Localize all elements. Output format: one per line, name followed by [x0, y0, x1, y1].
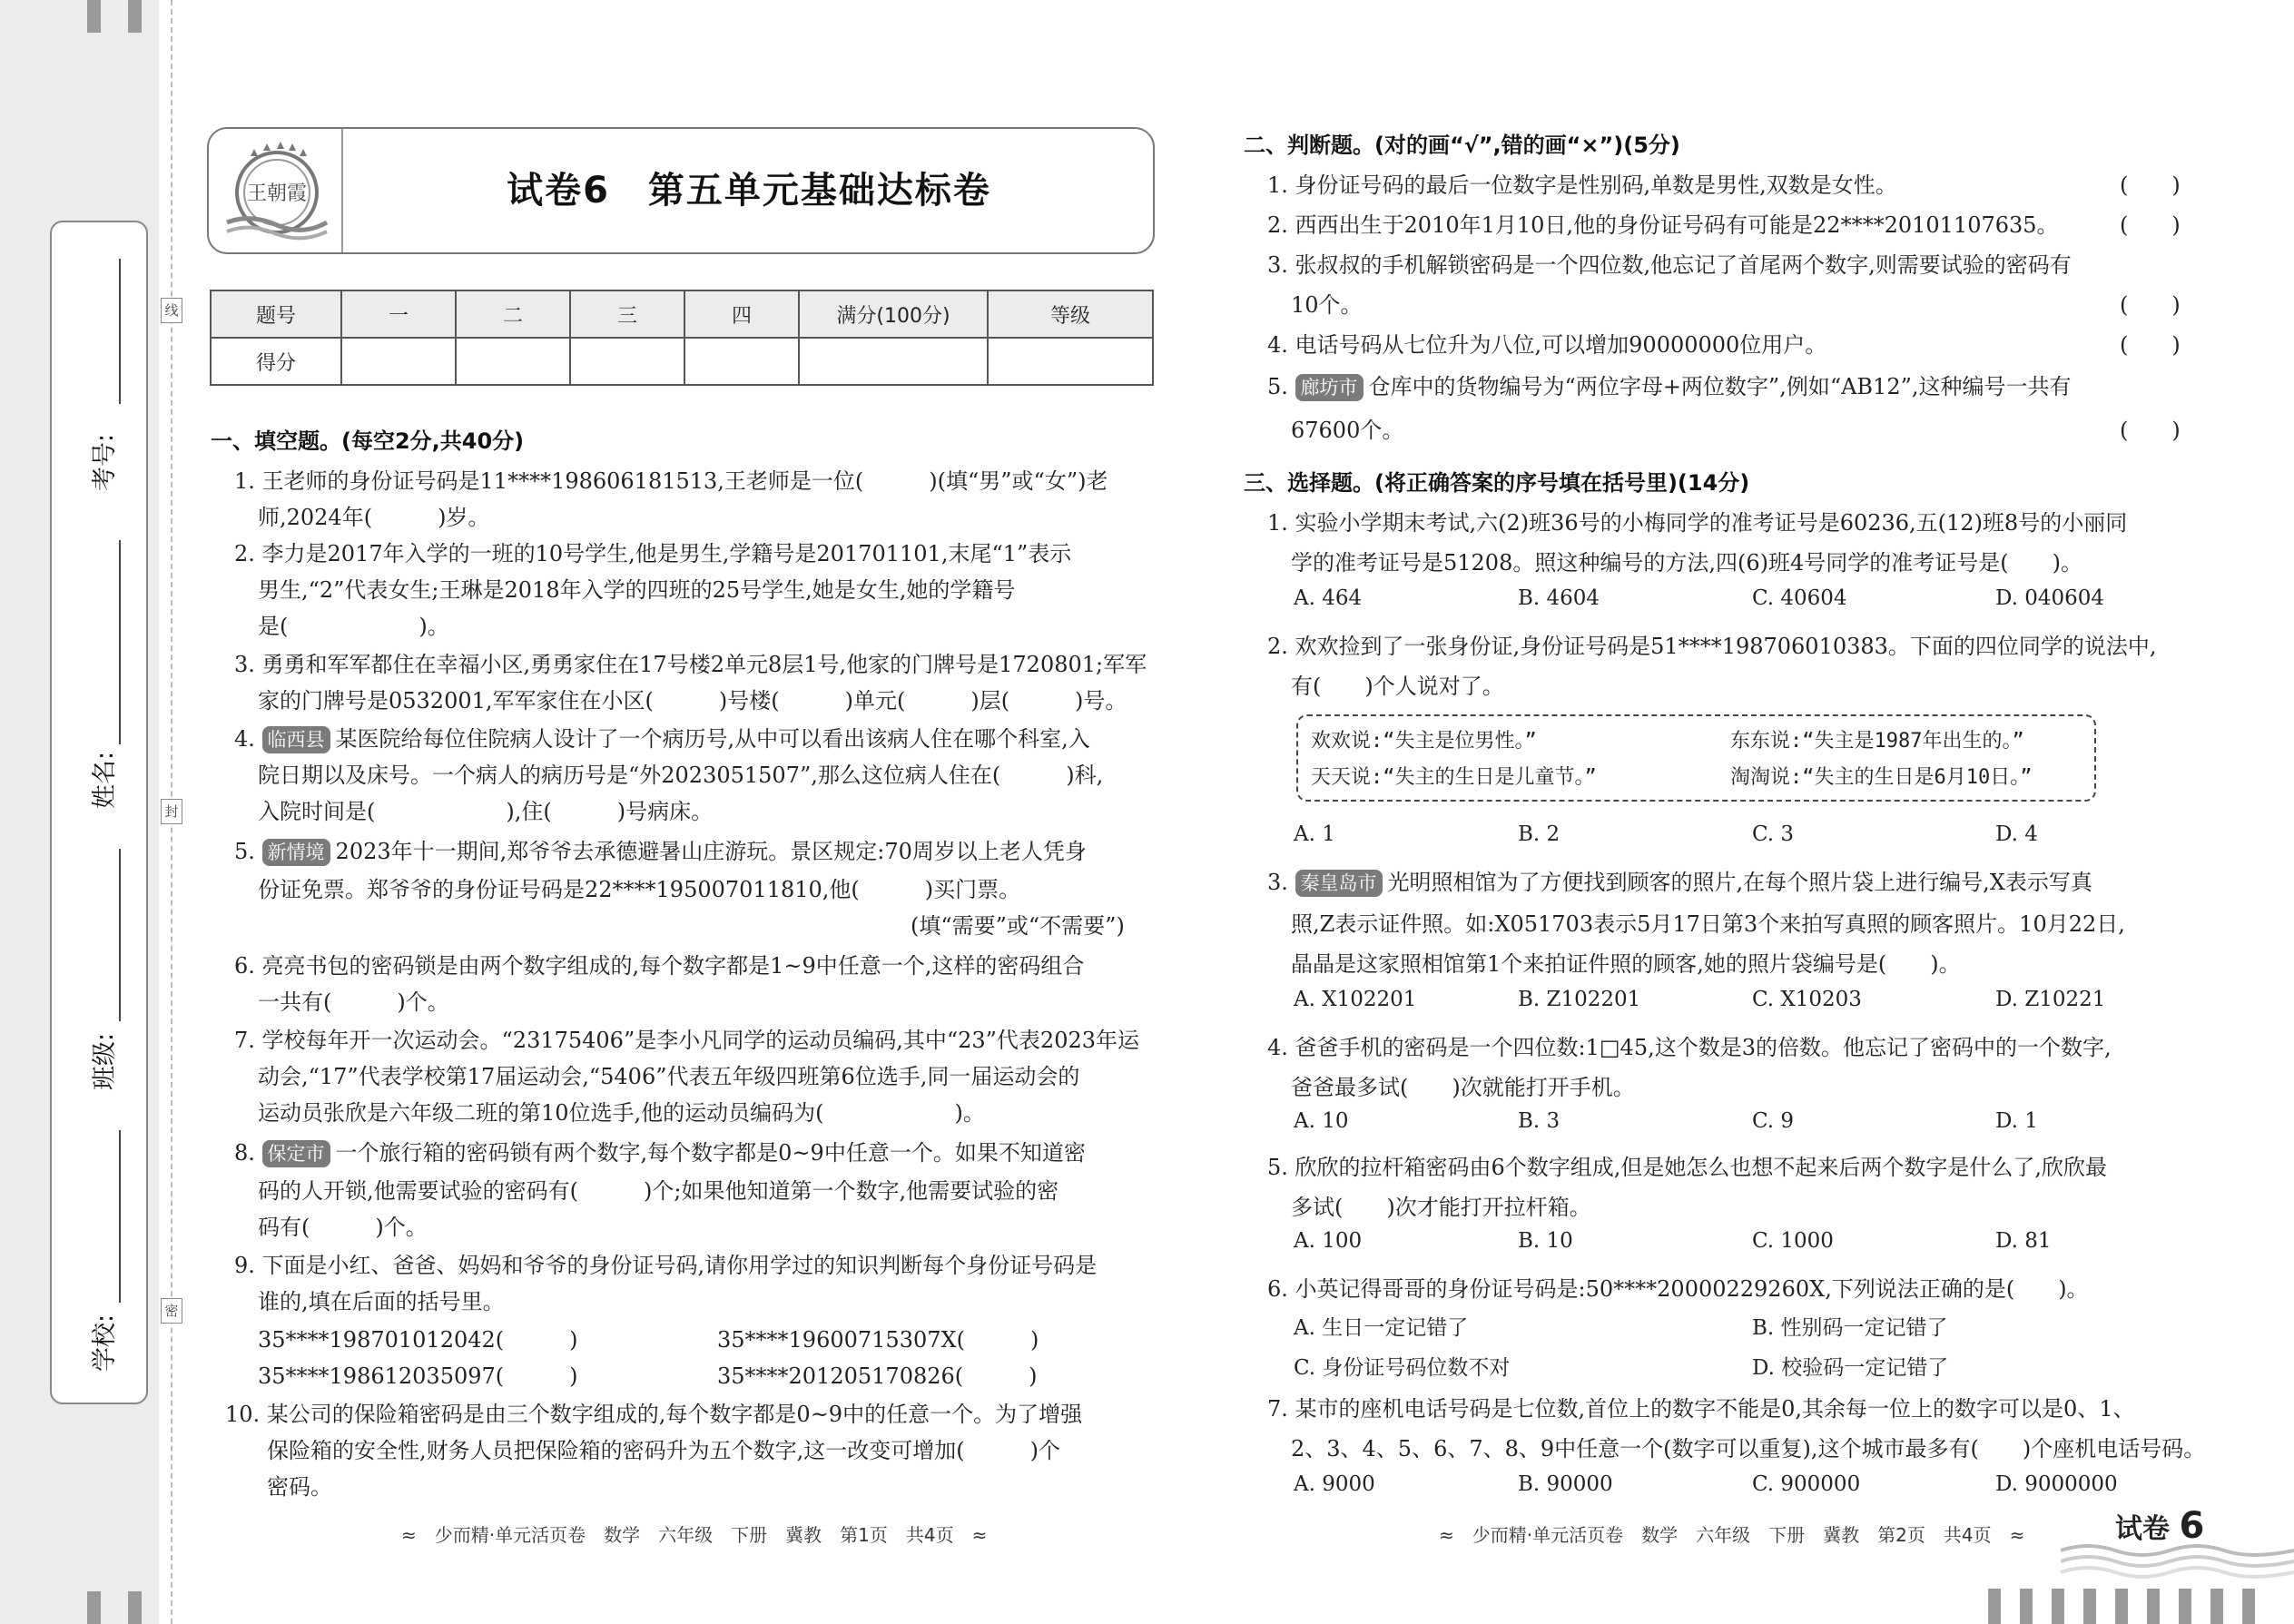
class-field[interactable]: 班级:: [68, 849, 132, 1121]
option[interactable]: D. 1: [1995, 1109, 2038, 1133]
question-line: 有( )个人说对了。: [1291, 674, 1504, 699]
question-line: 谁的,填在后面的括号里。: [258, 1289, 505, 1314]
question-line: 动会,“17”代表学校第17届运动会,“5406”代表五年级四班第6位选手,同一届运动会的: [258, 1064, 1080, 1089]
answer-parens[interactable]: ( ): [2120, 292, 2181, 318]
option[interactable]: D. 校验码一定记错了: [1752, 1356, 1949, 1380]
question-line: 师,2024年( )岁。: [258, 505, 490, 530]
question-line: 份证免票。郑爷爷的身份证号码是22****195007011810,他( )买门票。: [258, 877, 1021, 902]
score-cell[interactable]: [799, 338, 988, 385]
id-number-item: 35****198701012042( ): [258, 1327, 578, 1353]
question-line: 照,Z表示证件照。如:X051703表示5月17日第3个来拍写真照的顾客照片。10月22日,: [1291, 911, 2125, 937]
registration-mark: [2020, 1589, 2033, 1624]
question-line: 6. 小英记得哥哥的身份证号码是:50****20000229260X,下列说法正确的是( )。: [1267, 1276, 2089, 1302]
seal-mark-line: 线: [161, 298, 182, 323]
svg-text:王朝霞: 王朝霞: [246, 182, 308, 205]
question-line: 9. 下面是小红、爸爸、妈妈和爷爷的身份证号码,请你用学过的知识判断每个身份证号码是: [234, 1253, 1098, 1278]
statement: 淘淘说:“失主的生日是6月10日。”: [1730, 766, 2033, 789]
question-line: 男生,“2”代表女生;王琳是2018年入学的四班的25号学生,她是女生,她的学籍号: [258, 577, 1016, 603]
question-line: 10个。: [1291, 292, 1363, 318]
option[interactable]: B. 10: [1518, 1229, 1573, 1253]
question-line: 5. 欣欣的拉杆箱密码由6个数字组成,但是她怎么也想不起来后两个数字是什么了,欣欣最: [1267, 1155, 2108, 1180]
option[interactable]: C. 3: [1752, 822, 1795, 846]
score-cell[interactable]: [456, 338, 570, 385]
registration-mark: [2147, 1589, 2160, 1624]
registration-mark: [2083, 1589, 2096, 1624]
question-line: 2、3、4、5、6、7、8、9中任意一个(数字可以重复),这个城市最多有( )个座机电话号码。: [1291, 1436, 2206, 1462]
question-line: 保险箱的安全性,财务人员把保险箱的密码升为五个数字,这一改变可增加( )个: [267, 1438, 1060, 1463]
question-line: 3. 勇勇和军军都住在幸福小区,勇勇家住在17号楼2单元8层1号,他家的门牌号是1720801;军军: [234, 652, 1147, 677]
region-tag: 廊坊市: [1295, 374, 1364, 401]
answer-parens[interactable]: ( ): [2120, 332, 2181, 358]
question-line: 5. 廊坊市 仓库中的货物编号为“两位字母+两位数字”,例如“AB12”,这种编号一共有: [1267, 374, 2072, 399]
registration-mark: [2242, 1589, 2255, 1624]
option[interactable]: B. 4604: [1518, 586, 1600, 610]
paper-number: 试卷 6: [2115, 1505, 2205, 1547]
question-line: 院日期以及床号。一个病人的病历号是“外2023051507”,那么这位病人住在( )科,: [258, 763, 1104, 788]
question-line: 7. 学校每年开一次运动会。“23175406”是李小凡同学的运动员编码,其中“23”代表2023年运: [234, 1028, 1140, 1053]
student-info-box: [50, 221, 148, 1404]
question-line: 2. 李力是2017年入学的一班的10号学生,他是男生,学籍号是201701101,末尾“1”表示: [234, 541, 1072, 566]
statement: 欢欢说:“失主是位男性。”: [1311, 730, 1537, 753]
option[interactable]: A. 100: [1294, 1229, 1363, 1253]
region-tag: 临西县: [262, 726, 330, 753]
registration-mark: [128, 1591, 142, 1624]
wave-decoration: [2061, 1543, 2294, 1580]
registration-mark: [2052, 1589, 2064, 1624]
option[interactable]: C. 9: [1752, 1109, 1795, 1133]
option[interactable]: C. 900000: [1752, 1472, 1861, 1496]
option[interactable]: D. 9000000: [1995, 1472, 2118, 1496]
question-line: 运动员张欣是六年级二班的第10位选手,他的运动员编码为( )。: [258, 1100, 985, 1126]
option[interactable]: A. 9000: [1294, 1472, 1375, 1496]
registration-mark: [87, 1591, 101, 1624]
name-field[interactable]: 姓名:: [68, 540, 132, 840]
score-table-header: 题号 一 二 三 四 满分(100分) 等级: [211, 290, 1153, 338]
option[interactable]: C. 身份证号码位数不对: [1294, 1356, 1511, 1380]
title-banner: [207, 127, 1155, 254]
question-line: 多试( )次才能打开拉杆箱。: [1291, 1195, 1591, 1220]
page-footer-right: ≈ 少而精·单元活页卷 数学 六年级 下册 冀教 第2页 共4页 ≈: [1439, 1524, 2025, 1546]
region-tag: 保定市: [262, 1140, 330, 1167]
new-context-tag: 新情境: [262, 839, 330, 866]
page-title: 试卷6 第五单元基础达标卷: [507, 170, 991, 212]
question-line: 8. 保定市 一个旅行箱的密码锁有两个数字,每个数字都是0~9中任意一个。如果不知道密: [234, 1140, 1086, 1166]
question-line: 入院时间是( ),住( )号病床。: [258, 799, 714, 824]
question-line: 7. 某市的座机电话号码是七位数,首位上的数字不能是0,其余每一位上的数字可以是0、1、: [1267, 1396, 2135, 1422]
page-footer-left: ≈ 少而精·单元活页卷 数学 六年级 下册 冀教 第1页 共4页 ≈: [401, 1524, 988, 1546]
registration-mark: [128, 0, 142, 33]
question-line: 2. 欢欢捡到了一张身份证,身份证号码是51****198706010383。下面的四位同学的说法中,: [1267, 634, 2157, 659]
option[interactable]: D. Z10221: [1995, 988, 2106, 1011]
answer-parens[interactable]: ( ): [2120, 172, 2181, 198]
answer-parens[interactable]: ( ): [2120, 212, 2181, 238]
option[interactable]: C. 40604: [1752, 586, 1847, 610]
region-tag: 秦皇岛市: [1295, 870, 1383, 897]
option[interactable]: A. 1: [1294, 822, 1335, 846]
question-line: 67600个。: [1291, 418, 1404, 443]
registration-mark: [1988, 1589, 2001, 1624]
option[interactable]: B. 性别码一定记错了: [1752, 1316, 1948, 1340]
question-line: 4. 电话号码从七位升为八位,可以增加90000000位用户。: [1267, 332, 1827, 358]
statement: 东东说:“失主是1987年出生的。”: [1730, 730, 2024, 753]
question-line: 爸爸最多试( )次就能打开手机。: [1291, 1075, 1635, 1100]
option[interactable]: A. 464: [1294, 586, 1363, 610]
question-line: 一共有( )个。: [258, 989, 449, 1015]
id-number-item: 35****19600715307X( ): [717, 1327, 1039, 1353]
option[interactable]: C. 1000: [1752, 1229, 1834, 1253]
score-table-row: 得分: [211, 338, 1153, 385]
option[interactable]: D. 040604: [1995, 586, 2105, 610]
question-line: 2. 西西出生于2010年1月10日,他的身份证号码有可能是22****20101107635。: [1267, 212, 2059, 238]
option[interactable]: A. X102201: [1294, 988, 1417, 1011]
statement: 天天说:“失主的生日是儿童节。”: [1311, 766, 1597, 789]
section3-heading: 三、选择题。(将正确答案的序号填在括号里)(14分): [1244, 470, 1750, 496]
question-line: 4. 临西县 某医院给每位住院病人设计了一个病历号,从中可以看出该病人住在哪个科室,入: [234, 726, 1090, 752]
score-cell[interactable]: [570, 338, 684, 385]
option[interactable]: B. 90000: [1518, 1472, 1613, 1496]
section1-heading: 一、填空题。(每空2分,共40分): [211, 428, 525, 454]
score-cell[interactable]: [684, 338, 799, 385]
question-line: 6. 亮亮书包的密码锁是由两个数字组成的,每个数字都是1~9中任意一个,这样的密码组合: [234, 953, 1085, 979]
registration-mark: [2210, 1589, 2223, 1624]
exam-number-field[interactable]: 考号:: [68, 259, 132, 531]
question-line: 3. 张叔叔的手机解锁密码是一个四位数,他忘记了首尾两个数字,则需要试验的密码有: [1267, 252, 2072, 278]
question-line: 1. 王老师的身份证号码是11****198606181513,王老师是一位( )(填“男”或“女”)老: [234, 468, 1108, 494]
option[interactable]: B. Z102201: [1518, 988, 1641, 1011]
question-line: 学的准考证号是51208。照这种编号的方法,四(6)班4号同学的准考证号是( )。: [1291, 550, 2082, 576]
option[interactable]: B. 3: [1518, 1109, 1561, 1133]
answer-parens[interactable]: ( ): [2120, 418, 2181, 443]
question-line: 码有( )个。: [258, 1215, 428, 1240]
seal-mark-seal: 封: [161, 799, 182, 824]
question-line: 3. 秦皇岛市 光明照相馆为了方便找到顾客的照片,在每个照片袋上进行编号,X表示写真: [1267, 870, 2092, 895]
option[interactable]: A. 10: [1294, 1109, 1349, 1133]
option[interactable]: B. 2: [1518, 822, 1561, 846]
school-field[interactable]: 学校:: [68, 1130, 132, 1393]
grade-cell[interactable]: [988, 338, 1153, 385]
seal-mark-secret: 密: [161, 1298, 182, 1324]
id-number-item: 35****198612035097( ): [258, 1363, 578, 1389]
statements-box: [1296, 714, 2096, 802]
option[interactable]: C. X10203: [1752, 988, 1862, 1011]
registration-mark: [2115, 1589, 2128, 1624]
question-line: 4. 爸爸手机的密码是一个四位数:1□45,这个数是3的倍数。他忘记了密码中的一个数字,: [1267, 1035, 2112, 1060]
option[interactable]: D. 4: [1995, 822, 2038, 846]
score-cell[interactable]: [341, 338, 456, 385]
question-line: 5. 新情境 2023年十一期间,郑爷爷去承德避暑山庄游玩。景区规定:70周岁以上老人凭身: [234, 839, 1087, 864]
question-line: 码的人开锁,他需要试验的密码有( )个;如果他知道第一个数字,他需要试验的密: [258, 1178, 1059, 1204]
question-line: 10. 某公司的保险箱密码是由三个数字组成的,每个数字都是0~9中的任意一个。为了增强: [225, 1402, 1083, 1427]
option[interactable]: A. 生日一定记错了: [1294, 1316, 1469, 1340]
question-line: 家的门牌号是0532001,军军家住在小区( )号楼( )单元( )层( )号。: [258, 688, 1127, 714]
question-line: 1. 身份证号码的最后一位数字是性别码,单数是男性,双数是女性。: [1267, 172, 1897, 198]
option[interactable]: D. 81: [1995, 1229, 2052, 1253]
id-number-item: 35****201205170826( ): [717, 1363, 1038, 1389]
question-line: 晶晶是这家照相馆第1个来拍证件照的顾客,她的照片袋编号是( )。: [1291, 951, 1961, 977]
score-table: [210, 290, 1154, 386]
section2-heading: 二、判断题。(对的画“√”,错的画“×”)(5分): [1244, 133, 1680, 158]
question-line: 是( )。: [258, 614, 449, 639]
publisher-logo: [223, 136, 330, 243]
registration-mark: [2179, 1589, 2191, 1624]
question-line: 密码。: [267, 1474, 332, 1500]
registration-mark: [87, 0, 101, 33]
question-line: 1. 实验小学期末考试,六(2)班36号的小梅同学的准考证号是60236,五(12)班8号的小丽同: [1267, 510, 2128, 536]
answer-hint: (填“需要”或“不需要”): [911, 913, 1125, 939]
